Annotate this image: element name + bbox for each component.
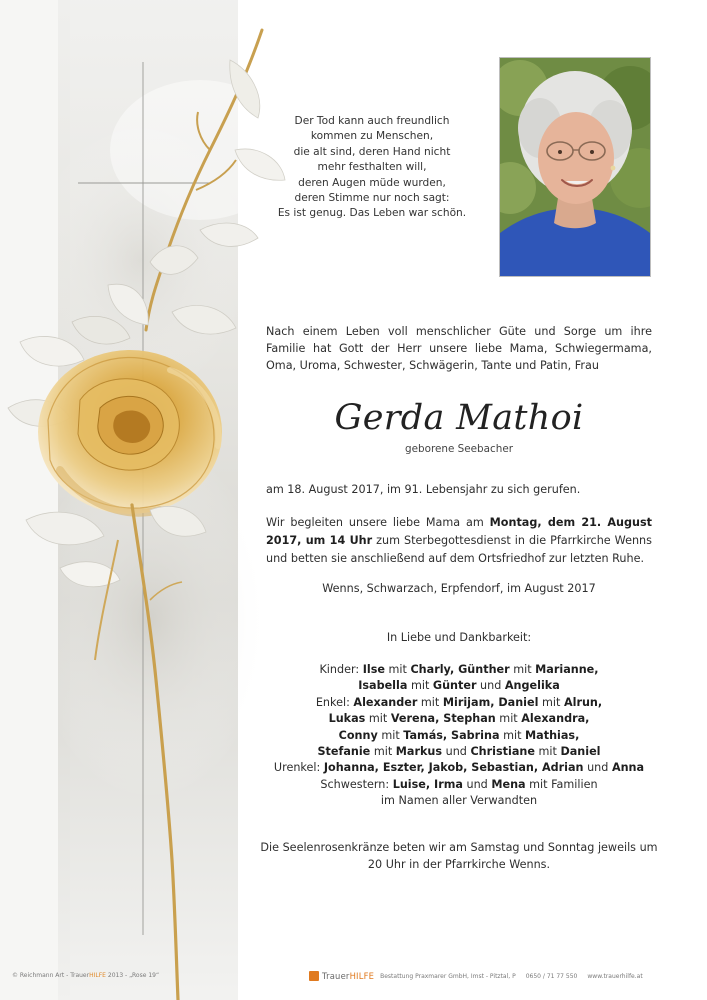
trauerhilfe-logo[interactable]: TrauerHILFE: [322, 971, 375, 981]
family-line: Schwestern: Luise, Irma und Mena mit Familien: [320, 777, 598, 791]
funeral-text-1: Wir begleiten unsere liebe Mama am: [266, 516, 490, 529]
footer-address: Bestattung Praxmarer GmbH, Imst - Pitztal, P: [380, 972, 516, 980]
poem-line: deren Augen müde wurden,: [298, 176, 446, 189]
called-home-text: am 18. August 2017, im 91. Lebensjahr zu sich gerufen.: [266, 483, 581, 496]
funeral-date: Montag, dem 21. August 2017, um 14 Uhr: [266, 516, 652, 547]
family-line: Urenkel: Johanna, Eszter, Jakob, Sebastian, Adrian und Anna: [273, 761, 645, 775]
in-love-text: In Liebe und Dankbarkeit:: [386, 631, 532, 644]
footer-phone[interactable]: 0650 / 71 77 550: [525, 972, 578, 980]
footer: [309, 969, 643, 983]
poem-line: Es ist genug. Das Leben war schön.: [277, 207, 467, 220]
poem-line: die alt sind, deren Hand nicht: [293, 145, 451, 158]
family-line: Conny mit Tamás, Sabrina mit Mathias,: [338, 728, 580, 742]
trauerhilfe-logo-icon: [309, 971, 319, 981]
deceased-name: Gerda Mathoi: [334, 398, 584, 438]
rosary-info: Die Seelenrosenkränze beten wir am Samstag und Sonntag jeweils um 20 Uhr in der Pfarrkirche Wenns.: [260, 841, 658, 871]
poem-line: kommen zu Menschen,: [310, 130, 434, 143]
family-line: Lukas mit Verena, Stephan mit Alexandra,: [328, 712, 590, 726]
funeral-info: [266, 514, 652, 568]
footer-website[interactable]: www.trauerhilfe.at: [587, 972, 643, 980]
place-date: Wenns, Schwarzach, Erpfendorf, im August 2017: [322, 582, 596, 595]
family-line: Enkel: Alexander mit Mirijam, Daniel mit Alrun,: [315, 695, 603, 709]
family-line: Isabella mit Günter und Angelika: [358, 679, 560, 693]
poem: [258, 114, 486, 222]
rose-flower: [38, 350, 222, 514]
family-line: Stefanie mit Markus und Christiane mit Daniel: [317, 745, 601, 759]
family-list: [250, 662, 668, 810]
family-line: Kinder: Ilse mit Charly, Günther mit Marianne,: [319, 663, 599, 676]
poem-line: mehr festhalten will,: [317, 161, 427, 174]
intro-text: Nach einem Leben voll menschlicher Güte und Sorge um ihre Familie hat Gott der Herr unsere liebe Mama, Schwiegermama, Oma, Uroma, Schwester, Schwägerin, Tante und Patin, Frau: [266, 325, 652, 372]
poem-line: deren Stimme nur noch sagt:: [294, 192, 450, 205]
portrait-image: [500, 58, 650, 276]
funeral-text-2: zum Sterbegottesdienst in die Pfarrkirche Wenns und betten sie anschließend auf dem Ortsfriedhof zur letzten Ruhe.: [266, 534, 652, 565]
family-line: im Namen aller Verwandten: [380, 794, 538, 808]
poem-line: Der Tod kann auch freundlich: [294, 115, 450, 127]
artwork-credit: © Reichmann Art - TrauerHILFE 2013 - „Rose 19“: [12, 972, 160, 979]
maiden-name: geborene Seebacher: [405, 443, 513, 455]
portrait-photo: [499, 57, 651, 277]
